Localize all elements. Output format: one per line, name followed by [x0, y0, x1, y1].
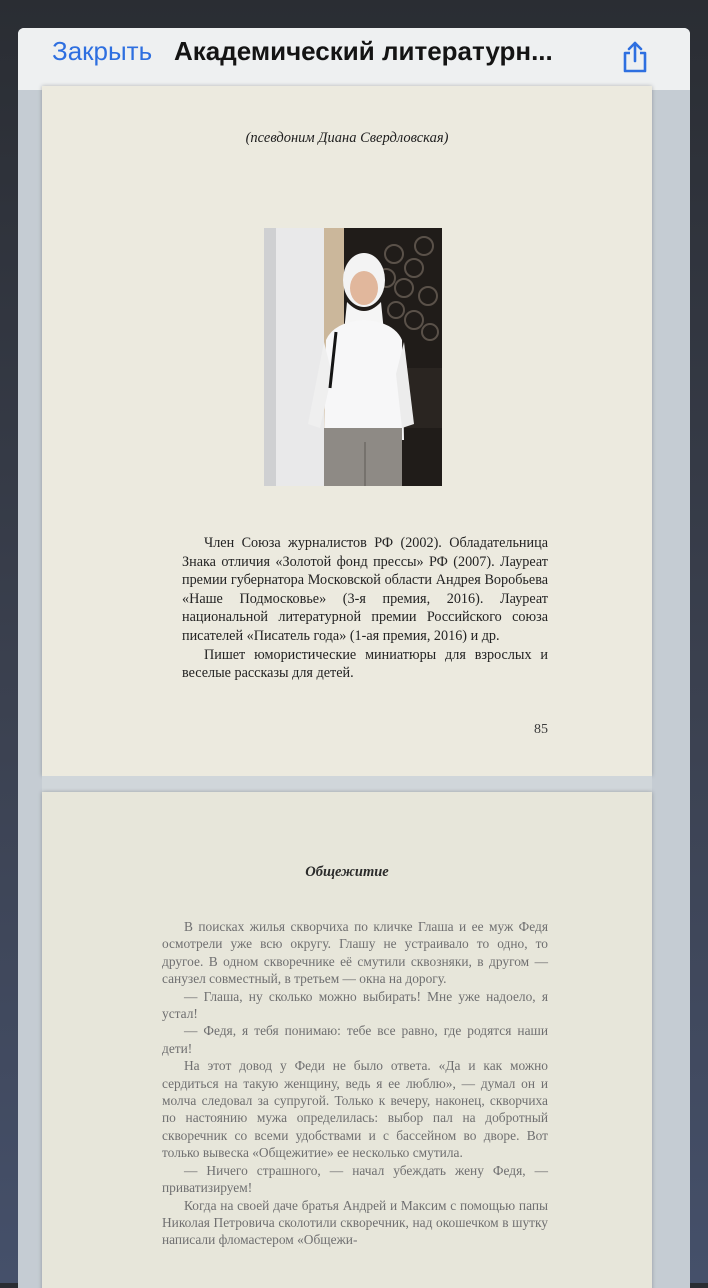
story-text: [162, 918, 548, 1249]
bio-paragraph: Пишет юмористические миниатюры для взрослых и веселые рассказы для детей.: [182, 646, 548, 682]
document-viewer-screen: [18, 28, 690, 1288]
pdf-page-85: [42, 86, 652, 776]
story-paragraph: — Федя, я тебя понимаю: тебе все равно, где родятся наши дети!: [162, 1023, 548, 1056]
author-photo: [264, 228, 442, 486]
bio-paragraph: Член Союза журналистов РФ (2002). Обладательница Знака отличия «Золотой фонд прессы» РФ (2007). Лауреат премии губернатора Московской области Андрея Воробьева «Наше Подмосковье» (3-я премия, 2016). Лауреат национальной литературной премии Российского союза писателей «Писатель года» (1-ая премия, 2016) и др.: [182, 535, 548, 644]
story-title: Общежитие: [305, 864, 389, 880]
story-paragraph: На этот довод у Феди не было ответа. «Да и как можно сердиться на такую женщину, ведь я ее люблю», — думал он и молча следовал за супругой. Только к вечеру, наконец, скворчиха по настоянию мужа определилась: выбор пал на добротный скворечник со всеми удобствами и с бассейном во дворе. Вот только вывеска «Общежитие» ее несколько смутила.: [162, 1058, 548, 1161]
story-paragraph: Когда на своей даче братья Андрей и Максим с помощью папы Николая Петровича сколотили скворечник, над окошечком в шутку написали фломастером «Общежи-: [162, 1197, 548, 1248]
navigation-bar: [18, 28, 690, 91]
page-number: 85: [534, 722, 548, 737]
author-pseudonym: (псевдоним Диана Свердловская): [245, 130, 449, 146]
page-separator: [42, 776, 652, 792]
pdf-page-86: [42, 792, 652, 1288]
close-button[interactable]: Закрыть: [52, 36, 153, 66]
story-paragraph: — Ничего страшного, — начал убеждать жену Федя, — приватизируем!: [162, 1162, 548, 1196]
document-title: Академический литературн...: [174, 36, 553, 66]
pdf-scroll-area[interactable]: [18, 90, 690, 1288]
story-paragraph: — Глаша, ну сколько можно выбирать! Мне уже надоело, я устал!: [162, 988, 548, 1022]
story-paragraph: В поисках жилья скворчиха по кличке Глаша и ее муж Федя осмотрели уже всю округу. Глашу не устраивало то одно, то другое. В одном скворечнике её смутили сквозняки, в другом — санузел совместный, в третьем — окна на дорогу.: [162, 919, 548, 987]
author-biography: [182, 534, 548, 683]
share-icon[interactable]: [618, 40, 652, 74]
